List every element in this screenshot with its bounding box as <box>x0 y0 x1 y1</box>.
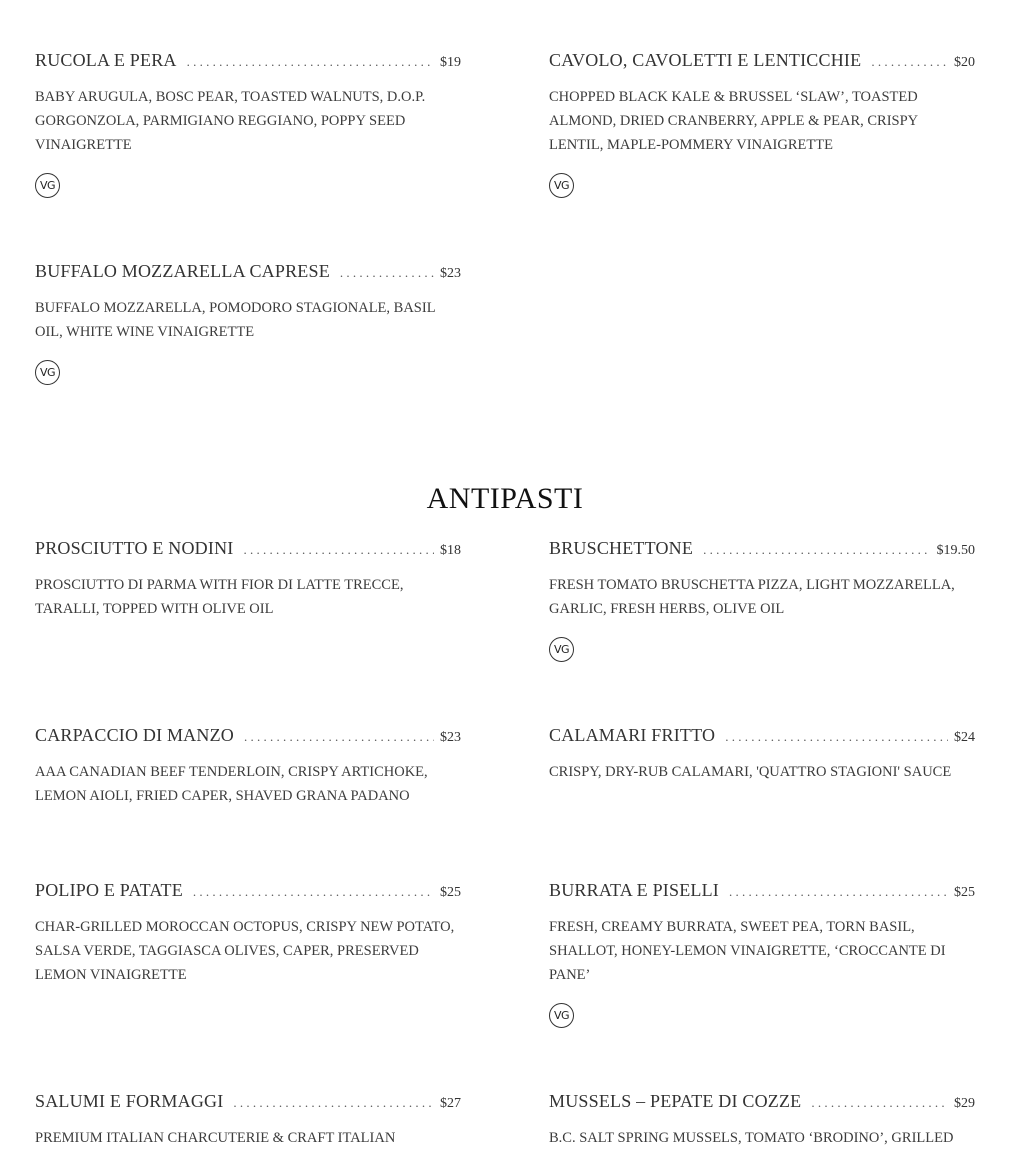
section-title-antipasti: ANTIPASTI <box>426 482 584 515</box>
vegetarian-icon: VG <box>35 360 60 385</box>
menu-item-name: RUCOLA E PERA <box>35 50 177 70</box>
dot-leader <box>187 54 434 70</box>
menu-item-header <box>549 538 975 559</box>
menu-item-description: FRESH TOMATO BRUSCHETTA PIZZA, LIGHT MOZZARELLA, GARLIC, FRESH HERBS, OLIVE OIL <box>549 577 955 617</box>
menu-item-header <box>549 1091 975 1112</box>
menu-item-header <box>35 261 461 282</box>
menu-item-header <box>549 50 975 71</box>
dot-leader <box>193 884 434 900</box>
menu-item-price: $27 <box>440 1096 461 1111</box>
menu-item-mussels-pepate-di-cozze <box>549 1091 975 1150</box>
menu-item-burrata-e-piselli <box>549 880 975 1028</box>
vegetarian-icon: VG <box>549 173 574 198</box>
vegetarian-icon: VG <box>549 637 574 662</box>
dot-leader <box>243 542 434 558</box>
dot-leader <box>871 54 948 70</box>
menu-item-description: B.C. SALT SPRING MUSSELS, TOMATO ‘BRODINO’, GRILLED <box>549 1130 954 1146</box>
dot-leader <box>244 729 434 745</box>
menu-item-header <box>549 725 975 746</box>
menu-item-name: BURRATA E PISELLI <box>549 880 719 900</box>
menu-item-name: PROSCIUTTO E NODINI <box>35 538 234 558</box>
menu-item-price: $24 <box>954 730 975 745</box>
menu-item-price: $19 <box>440 55 461 70</box>
menu-item-name: POLIPO E PATATE <box>35 880 183 900</box>
menu-item-name: CALAMARI FRITTO <box>549 725 716 745</box>
dot-leader <box>340 265 434 281</box>
dot-leader <box>725 729 948 745</box>
menu-item-header <box>35 1091 461 1112</box>
menu-item-name: MUSSELS – PEPATE DI COZZE <box>549 1091 802 1111</box>
dot-leader <box>233 1095 434 1111</box>
menu-item-price: $25 <box>954 885 975 900</box>
dot-leader <box>703 542 930 558</box>
menu-item-rucola-e-pera <box>35 50 461 198</box>
dot-leader <box>811 1095 948 1111</box>
menu-item-description: CRISPY, DRY-RUB CALAMARI, 'QUATTRO STAGIONI' SAUCE <box>549 764 952 780</box>
menu-item-prosciutto-e-nodini <box>35 538 461 621</box>
menu-item-description: FRESH, CREAMY BURRATA, SWEET PEA, TORN BASIL, SHALLOT, HONEY-LEMON VINAIGRETTE, ‘CROCCANTE DI PANE’ <box>549 919 946 983</box>
menu-item-description: BUFFALO MOZZARELLA, POMODORO STAGIONALE, BASIL OIL, WHITE WINE VINAIGRETTE <box>35 300 436 340</box>
menu-item-description: PREMIUM ITALIAN CHARCUTERIE & CRAFT ITALIAN <box>35 1130 396 1146</box>
menu-item-name: BUFFALO MOZZARELLA CAPRESE <box>35 261 330 281</box>
menu-item-price: $20 <box>954 55 975 70</box>
menu-item-header <box>35 880 461 901</box>
menu-item-calamari-fritto <box>549 725 975 784</box>
menu-item-polipo-e-patate <box>35 880 461 987</box>
menu-item-bruschettone <box>549 538 975 662</box>
menu-item-carpaccio-di-manzo <box>35 725 461 808</box>
menu-item-name: SALUMI E FORMAGGI <box>35 1091 224 1111</box>
menu-item-description: AAA CANADIAN BEEF TENDERLOIN, CRISPY ARTICHOKE, LEMON AIOLI, FRIED CAPER, SHAVED GRANA PADANO <box>35 764 428 804</box>
menu-item-salumi-e-formaggi <box>35 1091 461 1150</box>
menu-item-header <box>35 50 461 71</box>
menu-item-price: $29 <box>954 1096 975 1111</box>
menu-item-price: $19.50 <box>936 543 975 558</box>
vegetarian-icon: VG <box>35 173 60 198</box>
menu-item-name: BRUSCHETTONE <box>549 538 694 558</box>
menu-item-price: $25 <box>440 885 461 900</box>
menu-item-price: $23 <box>440 266 461 281</box>
menu-item-cavolo-cavoletti-e-lenticchie <box>549 50 975 198</box>
menu-item-buffalo-mozzarella-caprese <box>35 261 461 385</box>
menu-item-description: CHOPPED BLACK KALE & BRUSSEL ‘SLAW’, TOASTED ALMOND, DRIED CRANBERRY, APPLE & PEAR, CRISPY LENTIL, MAPLE-POMMERY VINAIGRETTE <box>549 89 918 153</box>
menu-item-name: CAVOLO, CAVOLETTI E LENTICCHIE <box>549 50 862 70</box>
menu-item-header <box>35 725 461 746</box>
menu-item-header <box>549 880 975 901</box>
menu-item-price: $23 <box>440 730 461 745</box>
dot-leader <box>729 884 948 900</box>
menu-item-description: PROSCIUTTO DI PARMA WITH FIOR DI LATTE TRECCE, TARALLI, TOPPED WITH OLIVE OIL <box>35 577 404 617</box>
vegetarian-icon: VG <box>549 1003 574 1028</box>
menu-item-price: $18 <box>440 543 461 558</box>
menu-item-header <box>35 538 461 559</box>
menu-item-description: CHAR-GRILLED MOROCCAN OCTOPUS, CRISPY NEW POTATO, SALSA VERDE, TAGGIASCA OLIVES, CAPER, PRESERVED LEMON VINAIGRETTE <box>35 919 455 983</box>
menu-item-name: CARPACCIO DI MANZO <box>35 725 234 745</box>
menu-item-description: BABY ARUGULA, BOSC PEAR, TOASTED WALNUTS, D.O.P. GORGONZOLA, PARMIGIANO REGGIANO, POPPY SEED VINAIGRETTE <box>35 89 426 153</box>
